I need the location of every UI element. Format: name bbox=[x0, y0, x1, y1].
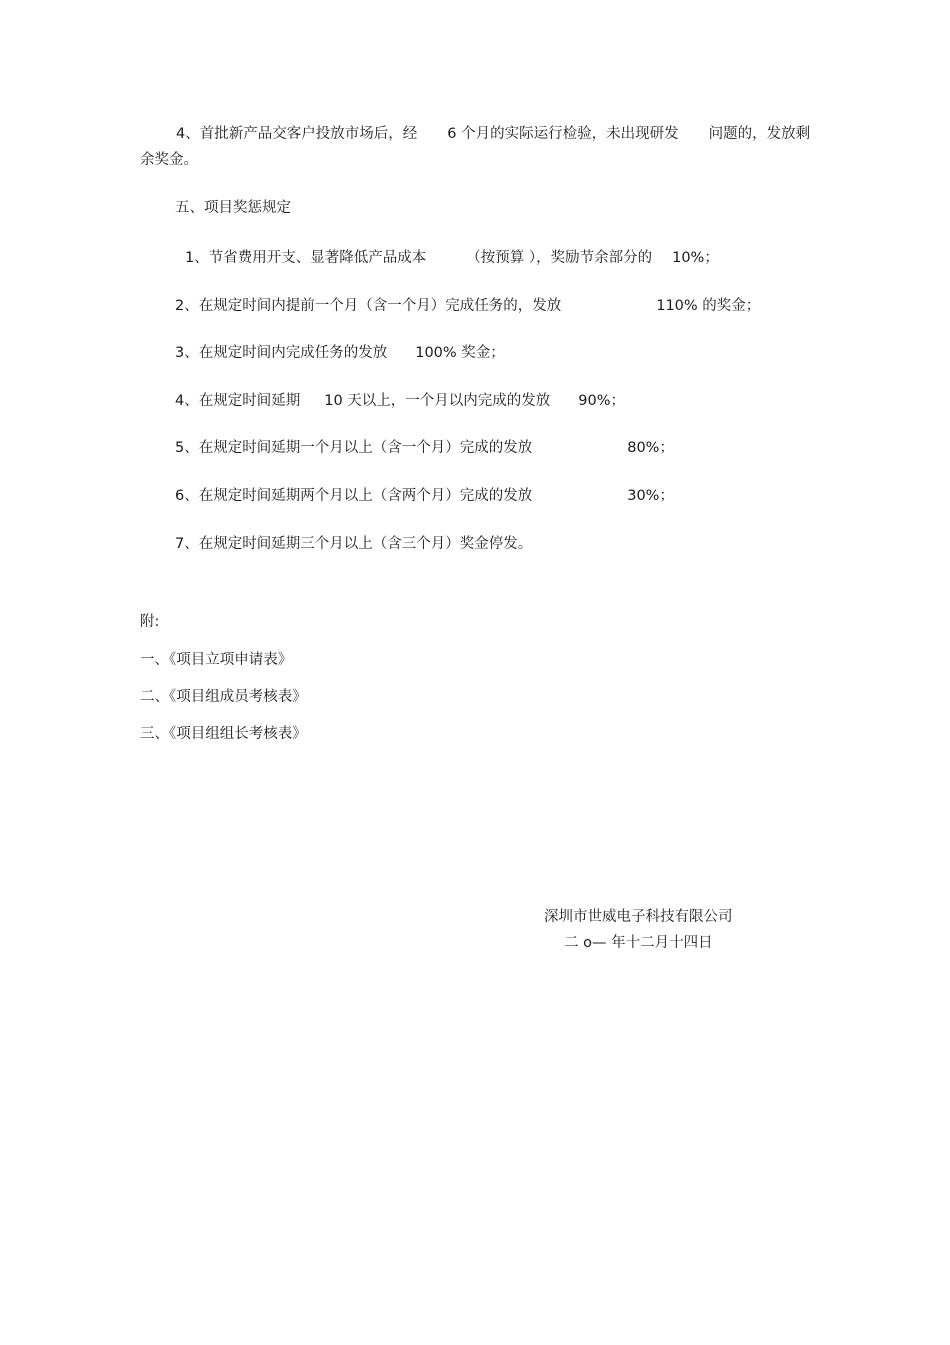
rule-value: 110% 的奖金； bbox=[656, 298, 761, 314]
rule-value: 30%； bbox=[627, 488, 674, 504]
paragraph-text: 4、首批新产品交客户投放市场后，经 bbox=[176, 126, 418, 142]
appendix-label: 附: bbox=[140, 614, 160, 630]
rule-text: 1、节省费用开支、显著降低产品成本 bbox=[185, 250, 427, 266]
appendix-item-1: 一、《项目立项申请表》 bbox=[140, 652, 293, 668]
appendix-item-3: 三、《项目组组长考核表》 bbox=[140, 726, 307, 742]
rule-value: 100% 奖金； bbox=[415, 345, 505, 361]
company-name: 深圳市世威电子科技有限公司 bbox=[544, 909, 733, 925]
rule-text: 4、在规定时间延期 bbox=[175, 393, 301, 409]
rule-value: 90%； bbox=[578, 393, 626, 409]
rule-item-6 bbox=[175, 486, 674, 506]
rule-text: 6、在规定时间延期两个月以上（含两个月）完成的发放 bbox=[175, 488, 533, 504]
rule-item-1 bbox=[185, 248, 719, 268]
rule-item-3 bbox=[175, 343, 505, 363]
rule-value: 10%； bbox=[672, 250, 719, 266]
rule-item-5 bbox=[175, 438, 674, 458]
document-date: 二 o— 年十二月十四日 bbox=[564, 935, 713, 951]
rule-text: 7、在规定时间延期三个月以上（含三个月）奖金停发。 bbox=[175, 536, 533, 552]
section-heading: 五、项目奖惩规定 bbox=[175, 200, 291, 216]
paragraph-item-4 bbox=[140, 124, 850, 170]
rule-item-2 bbox=[175, 296, 760, 316]
rule-item-7 bbox=[175, 534, 532, 554]
rule-text: 10 天以上，一个月以内完成的发放 bbox=[324, 393, 551, 409]
paragraph-text-continued: 余奖金。 bbox=[140, 152, 198, 168]
rule-value: 80%； bbox=[627, 440, 674, 456]
appendix-item-2: 二、《项目组成员考核表》 bbox=[140, 689, 307, 705]
rule-text: 2、在规定时间内提前一个月（含一个月）完成任务的，发放 bbox=[175, 298, 562, 314]
paragraph-text: 问题的，发放剩 bbox=[708, 126, 811, 142]
rule-text: （按预算 ），奖励节余部分的 bbox=[466, 250, 653, 266]
paragraph-text: 6 个月的实际运行检验，未出现研发 bbox=[447, 126, 679, 142]
rule-text: 3、在规定时间内完成任务的发放 bbox=[175, 345, 388, 361]
rule-item-4 bbox=[175, 391, 625, 411]
rule-text: 5、在规定时间延期一个月以上（含一个月）完成的发放 bbox=[175, 440, 533, 456]
